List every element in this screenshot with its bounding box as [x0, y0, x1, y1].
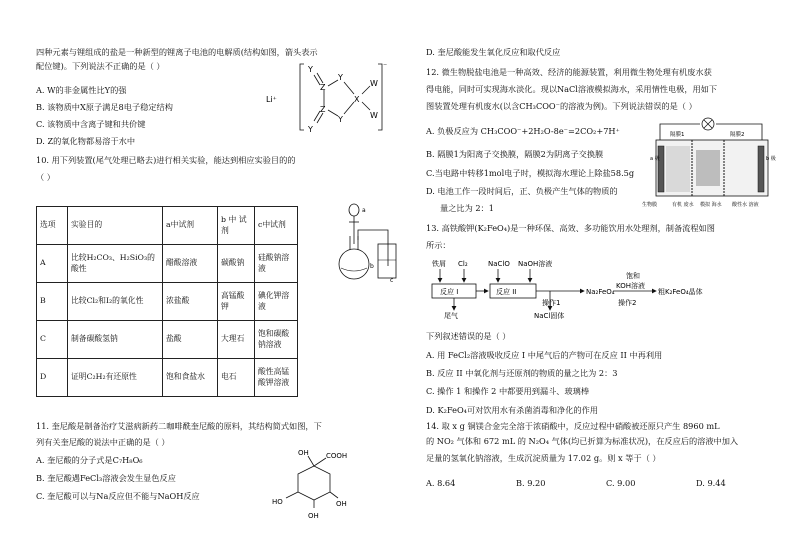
q11-oh-top: OH	[298, 449, 309, 457]
q13-stem-line2: 所示：	[426, 240, 451, 250]
q10-label-a: a	[362, 207, 366, 214]
q10-stem-line2: （ ）	[36, 172, 55, 182]
q9-stem-line1: 四种元素与锂组成的盐是一种新型的锂离子电池的电解质(结构如图，箭头表示	[36, 47, 318, 57]
q11-option-d: D. 奎尼酸能发生氧化反应和取代反应	[426, 47, 561, 57]
q11-cooh: COOH	[326, 452, 348, 460]
q14-option-a: A. 8.64	[426, 478, 456, 488]
q9-atom-w-lower: W	[370, 111, 378, 120]
q13-input-naoh: NaOH溶液	[518, 260, 553, 268]
row-b-purpose: 比较Cl₂和I₂的氧化性	[68, 283, 163, 321]
q12-stem-line2: 得电能，同时可实现海水淡化。现以NaCl溶液模拟海水，采用情性电极，用如下	[426, 84, 718, 94]
header-purpose: 实验目的	[68, 207, 163, 245]
q13-option-c: C. 操作 1 和操作 2 中都要用到漏斗、玻璃棒	[426, 386, 590, 396]
q12-cell-diagram	[642, 116, 776, 214]
q9-atom-y-lower: Y	[338, 115, 343, 124]
q11-option-b: B. 奎尼酸遇FeCl₃溶液会发生显色反应	[36, 473, 176, 483]
q13-input-cl2: Cl₂	[458, 260, 468, 268]
q9-atom-z-upper: Z	[320, 83, 326, 92]
row-a-reagent-b: 碳酸钠	[218, 245, 255, 283]
q13-reaction-2: 反应 II	[496, 288, 517, 296]
q12-electrode-b: b 极	[766, 156, 776, 162]
table-row	[37, 283, 298, 321]
q12-option-a: A. 负极反应为 CH₃COO⁻+2H₂O-8e⁻=2CO₂+7H⁺	[426, 126, 620, 136]
q9-charge: ⁻	[383, 61, 388, 70]
q14-option-c: C. 9.00	[606, 478, 636, 488]
q9-option-d: D. Z的氧化物都易溶于水中	[36, 136, 136, 146]
q9-option-b: B. 该物质中X原子满足8电子稳定结构	[36, 102, 173, 112]
q13-product-na2feo4: Na₂FeO₄	[586, 288, 615, 296]
header-reagent-b: b 中 试剂	[218, 207, 255, 245]
q9-structure-diagram	[266, 58, 396, 138]
q10-label-c: c	[390, 277, 394, 284]
q9-stem-line2: 配位键)。下列说法不正确的是（ ）	[36, 61, 165, 71]
header-reagent-a: a中试剂	[163, 207, 218, 245]
row-b-option: B	[37, 283, 68, 321]
row-a-option: A	[37, 245, 68, 283]
q13-operation-2: 操作2	[618, 299, 637, 307]
row-a-reagent-c: 硅酸钠溶液	[255, 245, 298, 283]
q13-option-b: B. 反应 II 中氧化剂与还原剂的物质的量之比为 2：3	[426, 368, 618, 378]
q10-experiment-table	[36, 206, 298, 397]
row-d-reagent-b: 电石	[218, 359, 255, 397]
q14-option-b: B. 9.20	[516, 478, 546, 488]
row-c-reagent-a: 盐酸	[163, 321, 218, 359]
q11-stem-line1: 11. 奎尼酸是制备治疗艾滋病新药二咖啡酰奎尼酸的原料，其结构简式如图，下	[36, 421, 322, 431]
row-b-reagent-a: 浓盐酸	[163, 283, 218, 321]
q9-lithium-label: Li⁺	[266, 95, 277, 104]
row-b-reagent-c: 碘化钾溶液	[255, 283, 298, 321]
q11-option-c: C. 奎尼酸可以与Na反应但不能与NaOH反应	[36, 491, 200, 501]
q9-atom-z-lower: Z	[320, 105, 326, 114]
header-reagent-c: c中试剂	[255, 207, 298, 245]
q13-reaction-1: 反应 I	[440, 288, 459, 296]
q12-membrane2-label: 隔膜2	[730, 132, 745, 138]
q14-stem-line3: 足量的氢氧化钠溶液，生成沉淀质量为 17.02 g。则 x 等于（ ）	[426, 453, 661, 463]
q12-electrode-a: a 极	[650, 156, 660, 162]
q12-stem-line1: 12. 微生物脱盐电池是一种高效、经济的能源装置，利用微生物处理有机废水获	[426, 67, 712, 77]
q12-membrane1-label: 隔膜1	[670, 132, 685, 138]
row-b-reagent-b: 高锰酸钾	[218, 283, 255, 321]
q10-stem-line1: 10. 用下列装置(尾气处理已略去)进行相关实验，能达到相应实验目的的	[36, 155, 296, 165]
row-a-reagent-a: 醋酸溶液	[163, 245, 218, 283]
q14-option-d: D. 9.44	[696, 478, 726, 488]
q13-input-naclo: NaClO	[488, 260, 510, 268]
q12-option-d: D. 电池工作一段时间后，正、负极产生气体的物质的	[426, 186, 618, 196]
q11-structure-diagram	[272, 446, 372, 522]
q13-final-product: 粗K₂FeO₄晶体	[658, 288, 703, 296]
q13-option-a: A. 用 FeCl₂溶液吸收反应 I 中尾气后的产物可在反应 II 中再利用	[426, 350, 663, 360]
q9-atom-y-top: Y	[308, 65, 313, 74]
q10-apparatus-diagram	[336, 200, 398, 284]
q14-stem-line1: 14. 取 x g 铜镁合金完全溶于浓硝酸中，反应过程中硝酸被还原只产生 8960 mL	[426, 421, 720, 431]
row-a-purpose: 比较H₂CO₃、H₂SiO₃的酸性	[68, 245, 163, 283]
table-row	[37, 245, 298, 283]
q11-stem-line2: 列有关奎尼酸的说法中正确的是（ ）	[36, 437, 170, 447]
q13-nacl-solid: NaCl固体	[534, 312, 565, 320]
q9-atom-w-upper: W	[370, 79, 378, 88]
q12-option-b: B. 隔膜1为阳离子交换膜，隔膜2为阴离子交换膜	[426, 149, 604, 159]
q12-option-d-cont: 量之比为 2：1	[440, 203, 494, 213]
q13-koh-label: KOH溶液	[616, 282, 645, 290]
q13-operation-1: 操作1	[542, 299, 561, 307]
row-c-reagent-b: 大理石	[218, 321, 255, 359]
row-d-purpose: 证明C₂H₂有还原性	[68, 359, 163, 397]
q11-ho-left: HO	[272, 498, 283, 506]
q9-option-a: A. W的非金属性比Y的强	[36, 85, 127, 95]
q13-flow-diagram	[430, 256, 750, 322]
q9-atom-x: X	[354, 95, 360, 104]
header-option: 选项	[37, 207, 68, 245]
row-c-option: C	[37, 321, 68, 359]
q13-saturated-label: 饱和	[626, 272, 640, 280]
row-c-purpose: 制备碳酸氢钠	[68, 321, 163, 359]
table-row	[37, 359, 298, 397]
q13-stem-line1: 13. 高铁酸钾(K₂FeO₄)是一种环保、高效、多功能饮用水处理剂，制备流程如图	[426, 223, 715, 233]
q10-label-b: b	[370, 263, 374, 270]
q12-acid-label: 酸性水 溶液	[732, 202, 759, 208]
q14-stem-line2: 的 NO₂ 气体和 672 mL 的 N₂O₄ 气体(均已折算为标准状况)，在反应后的溶液中加入	[426, 436, 739, 446]
q13-input-iron: 铁屑	[432, 260, 446, 268]
q9-atom-y-bottom: Y	[308, 125, 313, 134]
q12-organic-label: 有机 废水	[672, 202, 694, 208]
row-d-reagent-a: 饱和食盐水	[163, 359, 218, 397]
q11-oh-bottom: OH	[308, 512, 319, 520]
q12-option-c: C.当电路中转移1mol电子时，模拟海水理论上除盐58.5g	[426, 168, 635, 178]
q11-oh-right: OH	[336, 500, 347, 508]
q13-option-d: D. K₂FeO₄可对饮用水有杀菌消毒和净化的作用	[426, 405, 598, 415]
q12-seawater-label: 模拟 海水	[700, 202, 722, 208]
q9-option-c: C. 该物质中含离子键和共价键	[36, 119, 146, 129]
q9-atom-y-upper: Y	[338, 73, 343, 82]
q12-biofilm-label: 生物膜	[642, 202, 658, 208]
q11-option-a: A. 奎尼酸的分子式是C₇H₈O₆	[36, 455, 143, 465]
q13-stem-line3: 下列叙述错误的是（ ）	[426, 331, 511, 341]
row-c-reagent-c: 饱和碳酸钠溶液	[255, 321, 298, 359]
row-d-option: D	[37, 359, 68, 397]
row-d-reagent-c: 酸性高锰酸钾溶液	[255, 359, 298, 397]
table-row	[37, 321, 298, 359]
table-header-row	[37, 207, 298, 245]
q12-stem-line3: 图装置处理有机废水(以含CH₃COO⁻的溶液为例)。下列说法错误的是（ ）	[426, 101, 697, 111]
q13-tail-gas: 尾气	[444, 312, 458, 320]
